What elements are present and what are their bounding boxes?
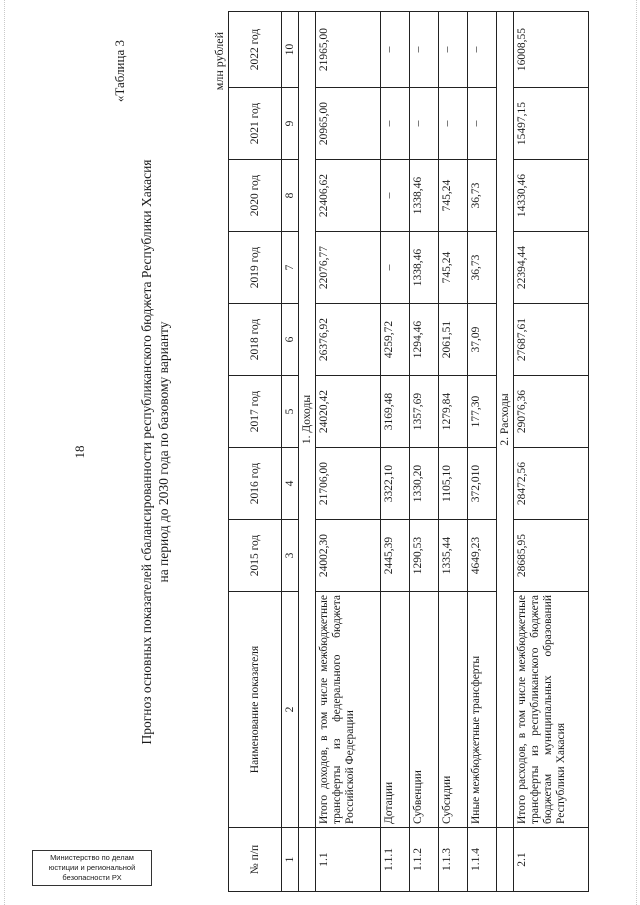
value-cell: 1338,46: [410, 160, 439, 232]
value-cell: –: [439, 88, 468, 160]
stamp-line: Министерство по делам: [50, 853, 134, 862]
row-name: Субвенции: [410, 592, 439, 828]
section-row: [497, 12, 514, 892]
section-empty-cell: [497, 828, 514, 892]
value-cell: 1338,46: [410, 232, 439, 304]
value-cell: 2061,51: [439, 304, 468, 376]
stamp-line: юстиции и региональной: [48, 863, 136, 872]
margin-line-left: [4, 0, 5, 905]
table-row: [439, 12, 468, 892]
row-number: 1.1.3: [439, 828, 468, 892]
header-year: 2021 год: [229, 88, 282, 160]
section-row: [299, 12, 316, 892]
row-name: Иные межбюджетные трансферты: [468, 592, 497, 828]
rotated-page: [60, 12, 580, 892]
value-cell: 28685,95: [514, 520, 589, 592]
value-cell: 4259,72: [381, 304, 410, 376]
document-title: [138, 12, 172, 892]
value-cell: 37,09: [468, 304, 497, 376]
header-year: 2022 год: [229, 12, 282, 88]
value-cell: 24020,42: [316, 376, 381, 448]
table-row: [468, 12, 497, 892]
value-cell: 16008,55: [514, 12, 589, 88]
header-year: 2015 год: [229, 520, 282, 592]
value-cell: 1279,84: [439, 376, 468, 448]
value-cell: 15497,15: [514, 88, 589, 160]
value-cell: 21965,00: [316, 12, 381, 88]
index-row: [282, 12, 299, 892]
row-name: Итого расходов, в том числе межбюджетные трансферты из республиканского бюджета бюджетам муниципальных образований Республики Хакасия: [514, 592, 589, 828]
value-cell: 2445,39: [381, 520, 410, 592]
margin-line-right: [636, 0, 637, 905]
value-cell: 4649,23: [468, 520, 497, 592]
table-label: «Таблица 3: [112, 40, 127, 103]
value-cell: 1290,53: [410, 520, 439, 592]
header-year: 2019 год: [229, 232, 282, 304]
index-cell: 10: [282, 12, 299, 88]
header-year: 2018 год: [229, 304, 282, 376]
value-cell: 177,30: [468, 376, 497, 448]
table-row: [316, 12, 381, 892]
header-year: 2020 год: [229, 160, 282, 232]
value-cell: –: [381, 12, 410, 88]
value-cell: –: [410, 12, 439, 88]
stamp-line: безопасности РХ: [62, 873, 122, 882]
value-cell: 3322,10: [381, 448, 410, 520]
table-body: [299, 12, 589, 892]
value-cell: 21706,00: [316, 448, 381, 520]
value-cell: 14330,46: [514, 160, 589, 232]
value-cell: 745,24: [439, 160, 468, 232]
value-cell: 29076,36: [514, 376, 589, 448]
value-cell: –: [381, 160, 410, 232]
value-cell: –: [410, 88, 439, 160]
value-cell: 28472,56: [514, 448, 589, 520]
value-cell: 22406,62: [316, 160, 381, 232]
index-cell: 7: [282, 232, 299, 304]
row-number: 2.1: [514, 828, 589, 892]
table-row: [514, 12, 589, 892]
table-row: [410, 12, 439, 892]
section-title: 2. Расходы: [497, 12, 514, 828]
forecast-table: [228, 11, 589, 892]
value-cell: 27687,61: [514, 304, 589, 376]
index-cell: 6: [282, 304, 299, 376]
registration-stamp: [32, 850, 152, 886]
value-cell: 745,24: [439, 232, 468, 304]
header-name: Наименование показателя: [229, 592, 282, 828]
value-cell: 1105,10: [439, 448, 468, 520]
value-cell: 22076,77: [316, 232, 381, 304]
row-number: 1.1.1: [381, 828, 410, 892]
header-year: 2017 год: [229, 376, 282, 448]
value-cell: 36,73: [468, 160, 497, 232]
header-num: № п/п: [229, 828, 282, 892]
value-cell: 22394,44: [514, 232, 589, 304]
value-cell: –: [468, 12, 497, 88]
index-cell: 5: [282, 376, 299, 448]
value-cell: 1335,44: [439, 520, 468, 592]
value-cell: 1357,69: [410, 376, 439, 448]
value-cell: –: [439, 12, 468, 88]
value-cell: –: [381, 88, 410, 160]
value-cell: –: [381, 232, 410, 304]
value-cell: 20965,00: [316, 88, 381, 160]
row-name: Дотации: [381, 592, 410, 828]
section-empty-cell: [299, 828, 316, 892]
value-cell: 1294,46: [410, 304, 439, 376]
page-number: 18: [72, 445, 87, 459]
title-line-2: на период до 2030 года по базовому варианту: [156, 321, 171, 583]
value-cell: 36,73: [468, 232, 497, 304]
value-cell: 3169,48: [381, 376, 410, 448]
table-row: [381, 12, 410, 892]
index-cell: 1: [282, 828, 299, 892]
index-cell: 3: [282, 520, 299, 592]
value-cell: 26376,92: [316, 304, 381, 376]
value-cell: 372,010: [468, 448, 497, 520]
section-title: 1. Доходы: [299, 12, 316, 828]
value-cell: 24002,30: [316, 520, 381, 592]
row-number: 1.1.4: [468, 828, 497, 892]
index-cell: 9: [282, 88, 299, 160]
row-number: 1.1: [316, 828, 381, 892]
value-cell: –: [468, 88, 497, 160]
unit-label: млн рублей: [212, 32, 226, 91]
index-cell: 2: [282, 592, 299, 828]
index-cell: 8: [282, 160, 299, 232]
row-name: Итого доходов, в том числе межбюджетные трансферты из федерального бюджета Российской Федерации: [316, 592, 381, 828]
row-number: 1.1.2: [410, 828, 439, 892]
value-cell: 1330,20: [410, 448, 439, 520]
row-name: Субсидии: [439, 592, 468, 828]
header-year: 2016 год: [229, 448, 282, 520]
index-cell: 4: [282, 448, 299, 520]
header-row: [229, 12, 282, 892]
title-line-1: Прогноз основных показателей сбалансированности республиканского бюджета Республики Хакасия: [139, 159, 154, 745]
